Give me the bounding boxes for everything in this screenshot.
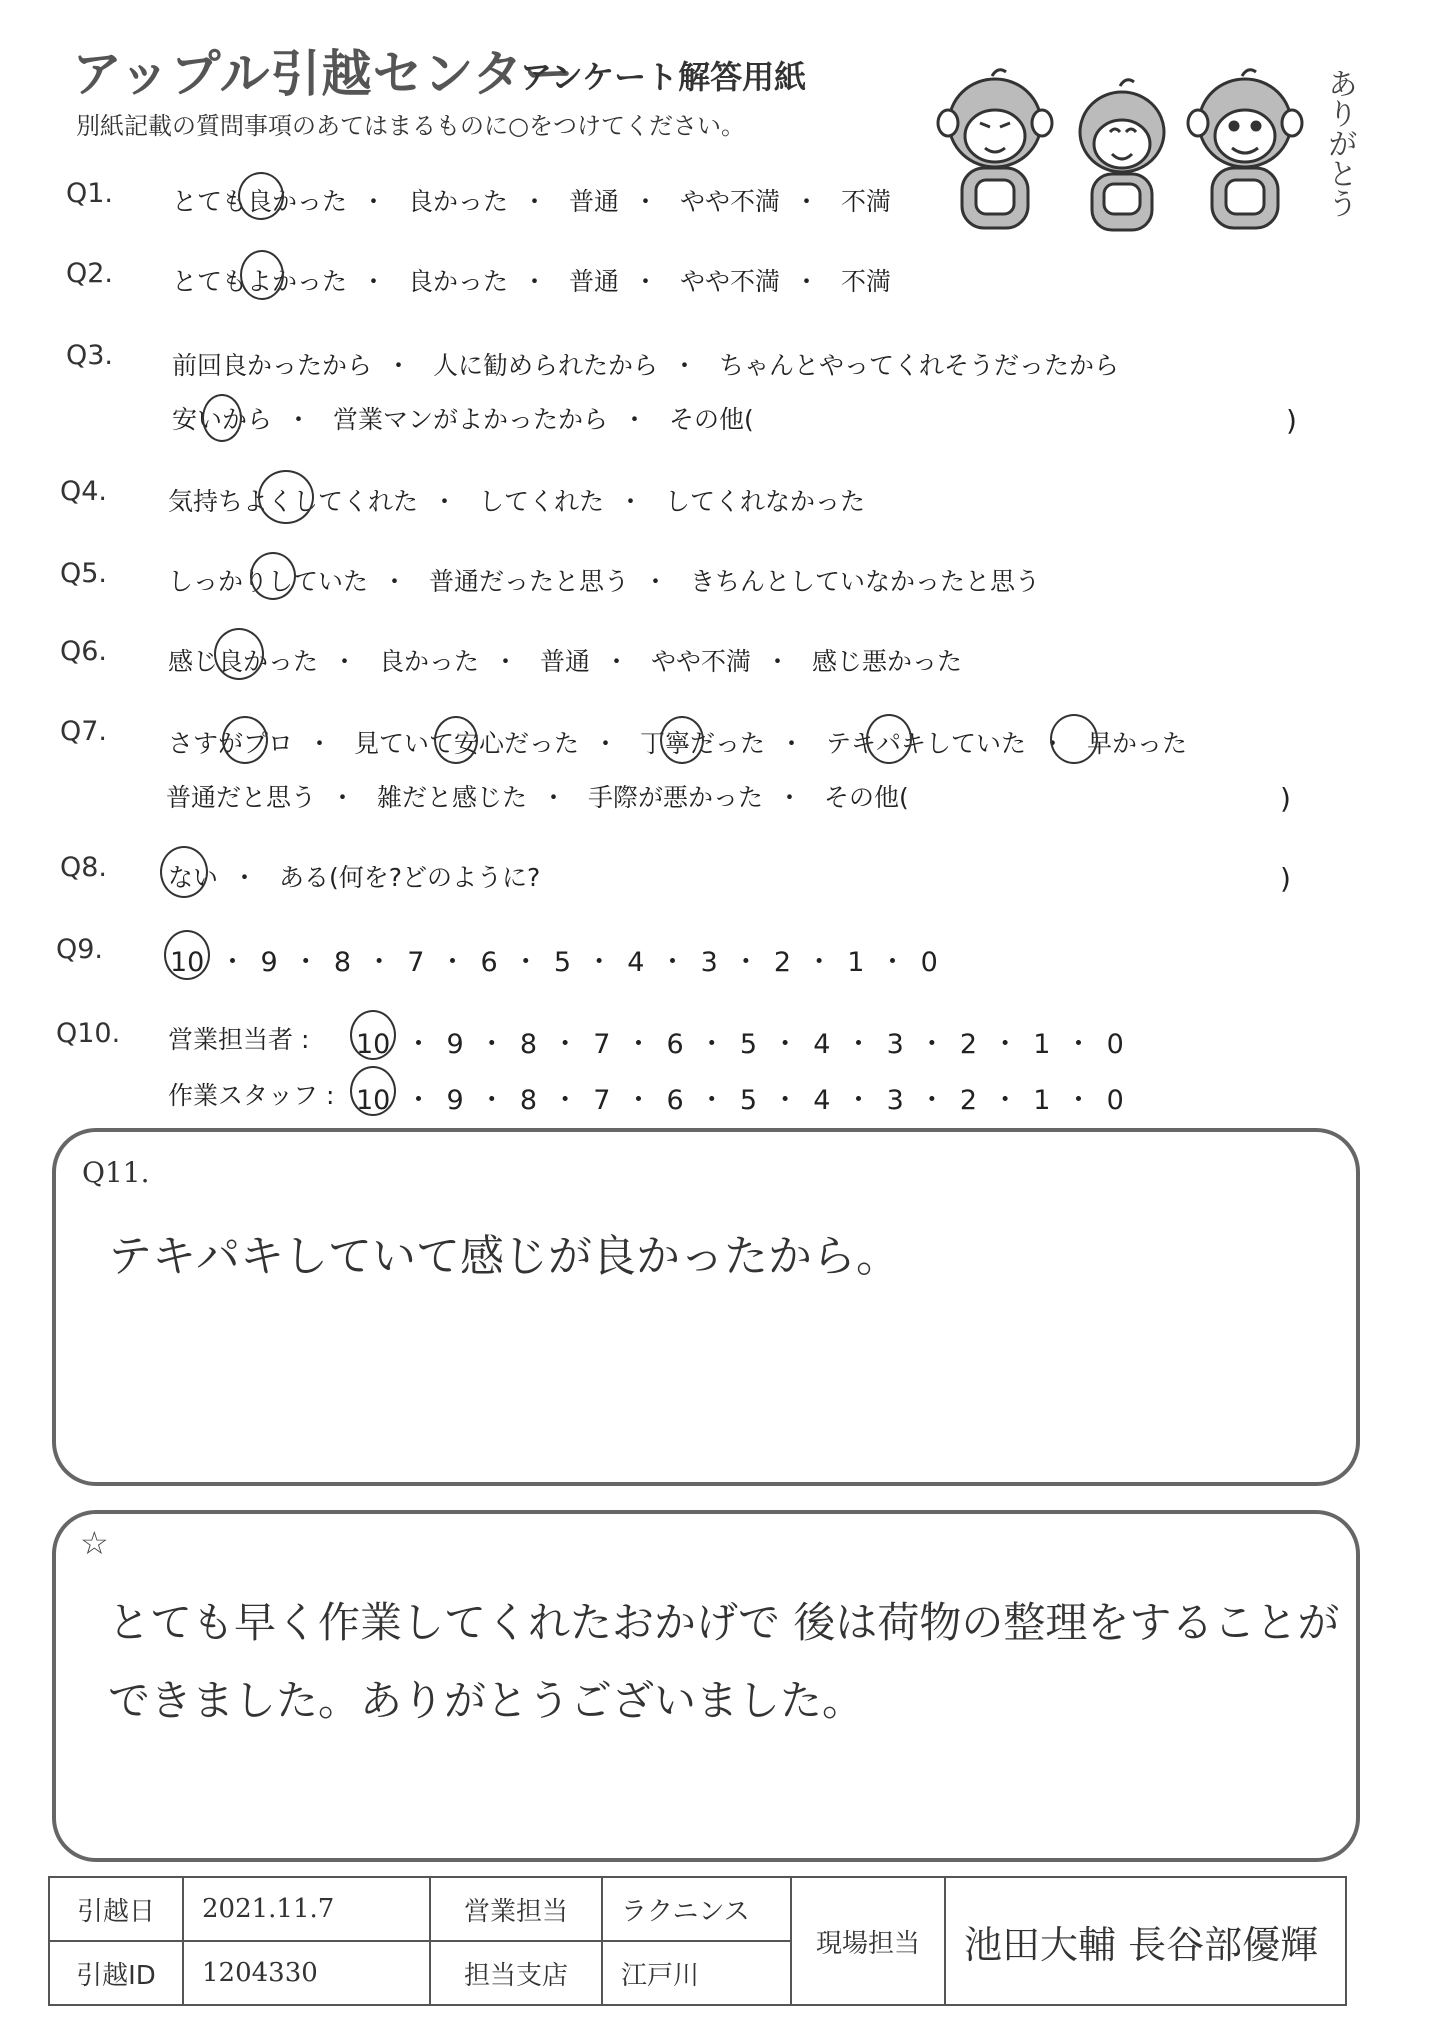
- moving-date-value: 2021.11.7: [183, 1877, 430, 1941]
- q10-staff-selection-circle: [350, 1066, 396, 1116]
- q7-label: Q7.: [60, 716, 108, 747]
- q7-option[interactable]: さすがプロ: [168, 729, 294, 758]
- q6-selection-circle: [214, 628, 264, 680]
- q11-handwritten-answer: テキパキしていて感じが良かったから。: [108, 1231, 900, 1282]
- q7-option[interactable]: 普通だと思う: [166, 783, 317, 812]
- q8-options: ない ・ ある(何を?どのように?: [168, 863, 541, 892]
- branch-label: 担当支店: [430, 1941, 602, 2005]
- q7-option[interactable]: 丁寧だった: [639, 729, 765, 758]
- company-title: アップル引越センター: [72, 45, 575, 103]
- q1-option[interactable]: とても良かった: [172, 187, 348, 216]
- q7-option-other[interactable]: その他(: [823, 783, 909, 812]
- q8-option[interactable]: ない: [168, 863, 219, 892]
- sales-rep-value: ラクニンス: [602, 1877, 791, 1941]
- q7-options-line2: 普通だと思う ・ 雑だと感じた ・ 手際が悪かった ・ その他(: [166, 783, 909, 812]
- q4-option[interactable]: してくれなかった: [664, 487, 865, 516]
- q4-label: Q4.: [60, 476, 108, 507]
- q4-selection-circle: [258, 470, 314, 524]
- q6-option[interactable]: やや不満: [650, 647, 751, 676]
- q1-option[interactable]: 良かった: [407, 187, 508, 216]
- site-staff-label: 現場担当: [791, 1877, 945, 2005]
- q7-option[interactable]: 雑だと感じた: [376, 783, 527, 812]
- q6-option[interactable]: 感じ良かった: [168, 647, 319, 676]
- q3-options-line1: 前回良かったから ・ 人に勧められたから ・ ちゃんとやってくれそうだったから: [172, 351, 1119, 380]
- q6-options: 感じ良かった ・ 良かった ・ 普通 ・ やや不満 ・ 感じ悪かった: [168, 647, 962, 676]
- q1-options: とても良かった ・ 良かった ・ 普通 ・ やや不満 ・ 不満: [172, 187, 891, 216]
- q3-label: Q3.: [66, 340, 114, 371]
- q2-options: とてもよかった ・ 良かった ・ 普通 ・ やや不満 ・ 不満: [172, 267, 891, 296]
- q7-option[interactable]: テキパキしていた: [825, 729, 1026, 758]
- form-title: アンケート解答用紙: [520, 58, 807, 96]
- q2-selection-circle: [240, 250, 284, 300]
- q7-selection-circle: [434, 716, 478, 764]
- q10-label: Q10.: [56, 1018, 121, 1049]
- q7-option[interactable]: 早かった: [1086, 729, 1187, 758]
- moving-id-label: 引越ID: [49, 1941, 183, 2005]
- q10-sales-selection-circle: [350, 1010, 396, 1060]
- moving-date-label: 引越日: [49, 1877, 183, 1941]
- q5-options: しっかりしていた ・ 普通だったと思う ・ きちんとしていなかったと思う: [168, 567, 1040, 596]
- q1-option[interactable]: 不満: [840, 187, 891, 216]
- q1-selection-circle: [238, 172, 284, 220]
- q8-selection-circle: [160, 846, 208, 898]
- q6-option[interactable]: 普通: [539, 647, 590, 676]
- star-icon: ☆: [80, 1524, 109, 1562]
- moving-id-value: 1204330: [183, 1941, 430, 2005]
- thanks-vertical-text: ありがとう: [1322, 68, 1357, 218]
- comment-handwritten-line1: とても早く作業してくれたおかげで 後は荷物の整理をすることが: [108, 1598, 1340, 1647]
- q2-option[interactable]: 不満: [840, 267, 891, 296]
- q9-selection-circle: [164, 930, 210, 980]
- q2-label: Q2.: [66, 258, 114, 289]
- q3-option[interactable]: 人に勧められたから: [432, 351, 658, 380]
- monkey-mascots-illustration: [900, 58, 1360, 238]
- q5-selection-circle: [250, 552, 296, 600]
- q7-option[interactable]: 見ていて安心だった: [353, 729, 579, 758]
- q3-option[interactable]: 営業マンがよかったから: [332, 405, 608, 434]
- q4-option[interactable]: してくれた: [478, 487, 604, 516]
- site-staff-value: 池田大輔 長谷部優輝: [945, 1877, 1346, 2005]
- q7-options-line1: さすがプロ ・ 見ていて安心だった ・ 丁寧だった ・ テキパキしていた ・ 早かった: [168, 729, 1187, 758]
- q6-option[interactable]: 良かった: [378, 647, 479, 676]
- q7-selection-circle: [660, 716, 704, 764]
- q3-option-other[interactable]: その他(: [668, 405, 754, 434]
- instruction-text: 別紙記載の質問事項のあてはまるものに○をつけてください。: [76, 112, 745, 140]
- q5-option[interactable]: 普通だったと思う: [428, 567, 629, 596]
- q3-options-line2: 安いから ・ 営業マンがよかったから ・ その他(: [172, 405, 754, 434]
- q1-option[interactable]: やや不満: [679, 187, 780, 216]
- q10-staff-scale[interactable]: 10 ・ 9 ・ 8 ・ 7 ・ 6 ・ 5 ・ 4 ・ 3 ・ 2 ・ 1 ・ 0: [356, 1085, 1124, 1116]
- q2-option[interactable]: 普通: [568, 267, 619, 296]
- q2-option[interactable]: やや不満: [679, 267, 780, 296]
- q3-option[interactable]: 安いから: [172, 405, 273, 434]
- q4-option[interactable]: 気持ちよくしてくれた: [168, 487, 419, 516]
- q8-close-paren: ): [1280, 862, 1291, 895]
- q3-close-paren: ): [1286, 404, 1297, 437]
- q6-label: Q6.: [60, 636, 108, 667]
- q8-option[interactable]: ある(何を?どのように?: [278, 863, 541, 892]
- q1-option[interactable]: 普通: [568, 187, 619, 216]
- q2-option[interactable]: 良かった: [407, 267, 508, 296]
- q8-label: Q8.: [60, 852, 108, 883]
- q3-option[interactable]: ちゃんとやってくれそうだったから: [718, 351, 1119, 380]
- q9-scale[interactable]: 10 ・ 9 ・ 8 ・ 7 ・ 6 ・ 5 ・ 4 ・ 3 ・ 2 ・ 1 ・ 0: [170, 947, 938, 978]
- q10-staff-label: 作業スタッフ :: [168, 1081, 335, 1110]
- q6-option[interactable]: 感じ悪かった: [811, 647, 962, 676]
- q10-sales-label: 営業担当者 :: [168, 1025, 310, 1054]
- sales-rep-label: 営業担当: [430, 1877, 602, 1941]
- branch-value: 江戸川: [602, 1941, 791, 2005]
- q9-label: Q9.: [56, 934, 104, 965]
- q11-label: Q11.: [82, 1156, 150, 1189]
- q7-selection-circle: [1050, 714, 1098, 764]
- q10-sales-scale[interactable]: 10 ・ 9 ・ 8 ・ 7 ・ 6 ・ 5 ・ 4 ・ 3 ・ 2 ・ 1 ・ 0: [356, 1029, 1124, 1060]
- q3-selection-circle: [202, 394, 242, 442]
- q7-close-paren: ): [1280, 782, 1291, 815]
- q5-option[interactable]: きちんとしていなかったと思う: [689, 567, 1040, 596]
- q3-option[interactable]: 前回良かったから: [172, 351, 373, 380]
- q11-answer-box: [52, 1128, 1360, 1486]
- q4-options: 気持ちよくしてくれた ・ してくれた ・ してくれなかった: [168, 487, 865, 516]
- q7-selection-circle: [866, 714, 912, 764]
- q5-label: Q5.: [60, 558, 108, 589]
- q5-option[interactable]: しっかりしていた: [168, 567, 369, 596]
- q1-label: Q1.: [66, 178, 114, 209]
- comment-handwritten-line2: できました。ありがとうございました。: [108, 1676, 865, 1725]
- footer-info-table: [48, 1876, 1347, 2006]
- q2-option[interactable]: とてもよかった: [172, 267, 348, 296]
- q7-option[interactable]: 手際が悪かった: [587, 783, 763, 812]
- q7-selection-circle: [222, 716, 268, 764]
